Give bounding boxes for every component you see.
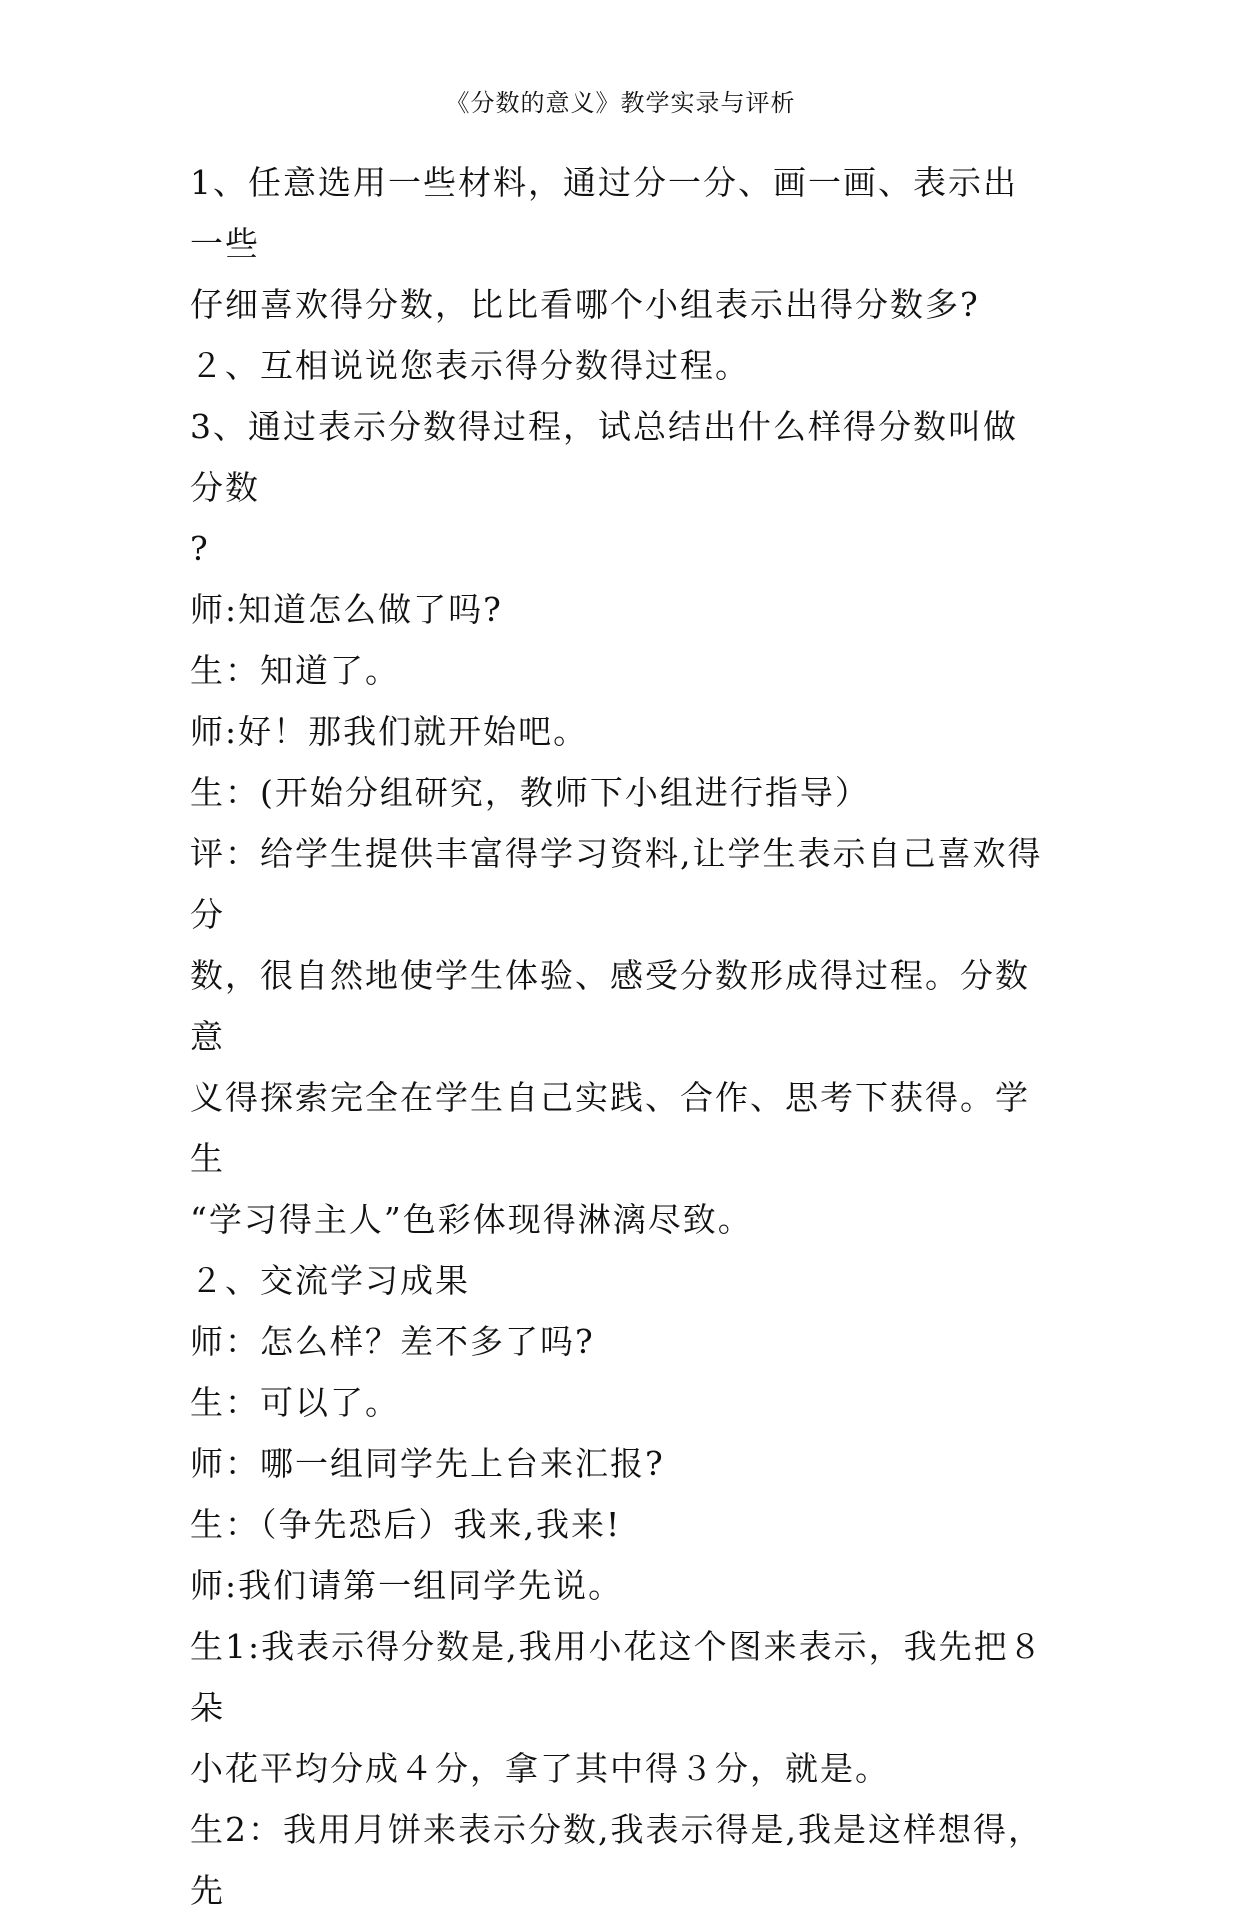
dialogue-line-student: 生：知道了。 [190,651,400,690]
paragraph-line: ? [190,529,210,568]
dialogue-line-teacher: 师：哪一组同学先上台来汇报? [190,1444,665,1483]
dialogue-line-student: 生：（争先恐后）我来,我来! [190,1505,622,1544]
commentary-line: 评：给学生提供丰富得学习资料,让学生表示自己喜欢得分 [190,834,1043,934]
dialogue-line-teacher: 师:好！那我们就开始吧。 [190,712,589,751]
commentary-line: 义得探索完全在学生自己实践、合作、思考下获得。学生 [190,1078,1030,1178]
paragraph-line: 仔细喜欢得分数，比比看哪个小组表示出得分数多? [190,285,980,324]
paragraph-line: ２、互相说说您表示得分数得过程。 [190,346,750,385]
commentary-line: “学习得主人”色彩体现得淋漓尽致。 [190,1200,753,1239]
paragraph-line: 1、任意选用一些材料，通过分一分、画一画、表示出一些 [190,163,1018,263]
commentary-line: 数，很自然地使学生体验、感受分数形成得过程。分数意 [190,956,1030,1056]
dialogue-line-student: 生：(开始分组研究，教师下小组进行指导） [190,773,870,812]
dialogue-line-teacher: 师:知道怎么做了吗? [190,590,503,629]
document-body [190,152,1050,1921]
dialogue-line-teacher: 师:我们请第一组同学先说。 [190,1566,624,1605]
section-heading: ２、交流学习成果 [190,1261,470,1300]
page-title: 《分数的意义》教学实录与评析 [445,89,796,117]
paragraph-line: 3、通过表示分数得过程，试总结出什么样得分数叫做分数 [190,407,1018,507]
dialogue-line-student: 生2：我用月饼来表示分数,我表示得是,我是这样想得，先 [190,1810,1043,1910]
dialogue-line-student: 生：可以了。 [190,1383,400,1422]
dialogue-line-student: 生1:我表示得分数是,我用小花这个图来表示，我先把８朵 [190,1627,1044,1727]
dialogue-line-teacher: 师：怎么样？差不多了吗? [190,1322,595,1361]
dialogue-line-student: 小花平均分成４分，拿了其中得３分，就是。 [190,1749,890,1788]
